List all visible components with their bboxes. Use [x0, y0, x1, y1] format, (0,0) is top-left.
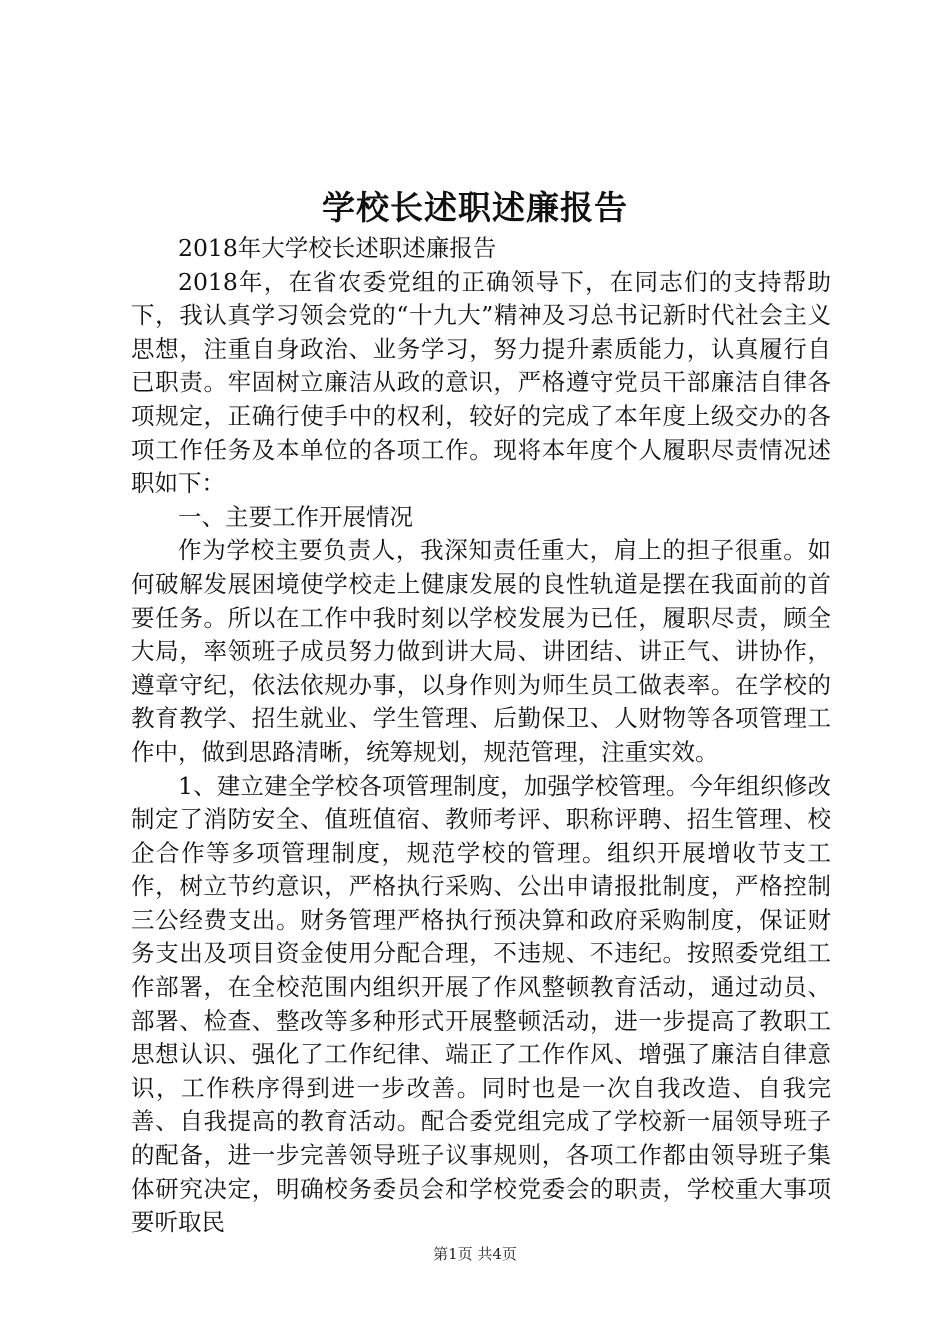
document-title: 学校长述职述廉报告	[322, 188, 628, 227]
document-body	[131, 232, 831, 1240]
body-paragraph: 作为学校主要负责人，我深知责任重大，肩上的担子很重。如何破解发展困境使学校走上健康发展的良性轨道是摆在我面前的首要任务。所以在工作中我时刻以学校发展为已任，履职尽责，顾全大局，率领班子成员努力做到讲大局、讲团结、讲正气、讲协作，遵章守纪，依法依规办事，以身作则为师生员工做表率。在学校的教育教学、招生就业、学生管理、后勤保卫、人财物等各项管理工作中，做到思路清晰，统筹规划，规范管理，注重实效。	[131, 536, 831, 766]
section-heading: 一、主要工作开展情况	[178, 502, 413, 531]
body-paragraph: 1、建立建全学校各项管理制度，加强学校管理。今年组织修改制定了消防安全、值班值宿、教师考评、职称评聘、招生管理、校企合作等多项管理制度，规范学校的管理。组织开展增收节支工作，树立节约意识，严格执行采购、公出申请报批制度，严格控制三公经费支出。财务管理严格执行预决算和政府采购制度，保证财务支出及项目资金使用分配合理，不违规、不违纪。按照委党组工作部署，在全校范围内组织开展了作风整顿教育活动，通过动员、部署、检查、整改等多种形式开展整顿活动，进一步提高了教职工思想认识、强化了工作纪律、端正了工作作风、增强了廉洁自律意识，工作秩序得到进一步改善。同时也是一次自我改造、自我完善、自我提高的教育活动。配合委党组完成了学校新一届领导班子的配备，进一步完善领导班子议事规则，各项工作都由领导班子集体研究决定，明确校务委员会和学校党委会的职责，学校重大事项要听取民	[131, 771, 831, 1237]
document-subtitle: 2018年大学校长述职述廉报告	[178, 234, 497, 262]
intro-paragraph: 2018年，在省农委党组的正确领导下，在同志们的支持帮助下，我认真学习领会党的“十九大”精神及习总书记新时代社会主义思想，注重自身政治、业务学习，努力提升素质能力，认真履行自已职责。牢固树立廉洁从政的意识，严格遵守党员干部廉洁自律各项规定，正确行使手中的权利，较好的完成了本年度上级交办的各项工作任务及本单位的各项工作。现将本年度个人履职尽责情况述职如下：	[131, 267, 831, 498]
page-number-footer: 第1页 共4页	[433, 1245, 517, 1263]
